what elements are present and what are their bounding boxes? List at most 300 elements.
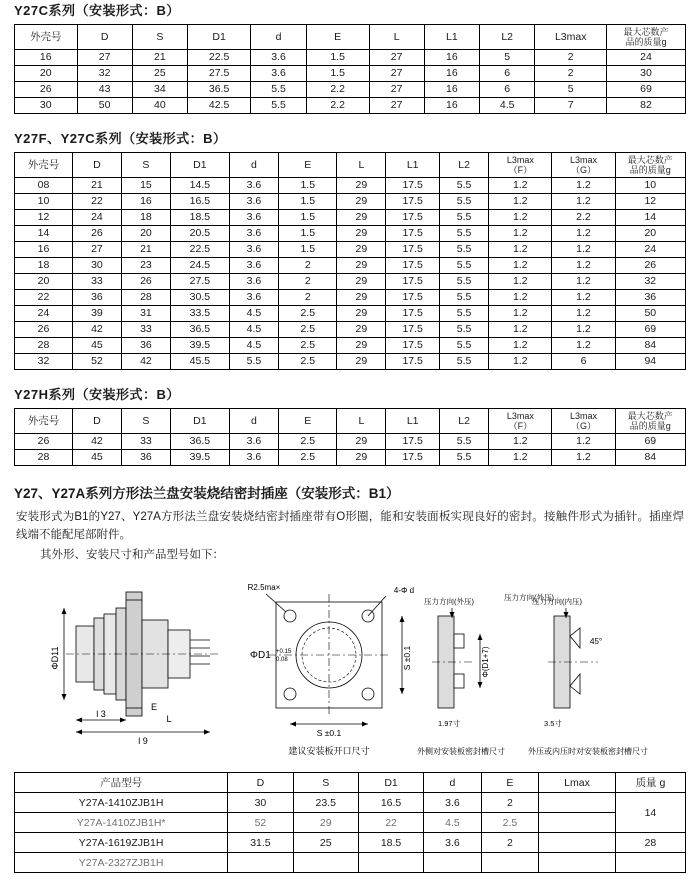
cell: 2.5 — [279, 322, 337, 338]
cell — [539, 853, 616, 873]
col-l3max-g: L3max （G） — [552, 153, 615, 178]
cell: 5.5 — [229, 354, 278, 370]
cell: 5.5 — [439, 338, 488, 354]
table-row — [15, 98, 686, 114]
col-l2: L2 — [439, 409, 488, 434]
cell: 1.5 — [279, 226, 337, 242]
cell-weight — [615, 853, 685, 873]
cell: 10 — [615, 178, 685, 194]
cell: 1.5 — [306, 66, 369, 82]
cell: 24 — [606, 50, 685, 66]
col-s: S — [132, 25, 187, 50]
svg-text:建议安装板开口尺寸: 建议安装板开口尺寸 — [288, 746, 370, 757]
cell: 17.5 — [386, 322, 440, 338]
cell: 5.5 — [439, 274, 488, 290]
cell: 17.5 — [386, 274, 440, 290]
cell: 32 — [15, 354, 73, 370]
cell: 18.5 — [358, 833, 423, 853]
cell-model: Y27A-1410ZJB1H — [15, 793, 228, 813]
cell: 21 — [121, 242, 170, 258]
col-e: E — [306, 25, 369, 50]
col-dd: d — [229, 153, 278, 178]
technical-drawing — [14, 574, 686, 764]
cell: 3.6 — [229, 450, 278, 466]
cell: 40 — [132, 98, 187, 114]
cell: 16.5 — [170, 194, 229, 210]
cell: 22 — [15, 290, 73, 306]
cell-weight: 28 — [615, 833, 685, 853]
col-weight: 质量 g — [615, 773, 685, 793]
cell: 33.5 — [170, 306, 229, 322]
table-row — [15, 290, 686, 306]
cell: 2.2 — [552, 210, 615, 226]
cell: 26 — [15, 322, 73, 338]
svg-text:压力方向(外压): 压力方向(外压) — [504, 593, 554, 603]
table-row — [15, 833, 686, 853]
table-row — [15, 226, 686, 242]
cell: 6 — [479, 82, 534, 98]
table-row — [15, 306, 686, 322]
cell: 17.5 — [386, 290, 440, 306]
cell: 1.2 — [552, 258, 615, 274]
svg-text:4-Φ d: 4-Φ d — [393, 586, 415, 596]
cell: 4.5 — [229, 338, 278, 354]
cell: 42.5 — [187, 98, 250, 114]
section-title: Y27H系列（安装形式：B） — [14, 387, 180, 402]
cell: 29 — [337, 178, 386, 194]
cell: 26 — [15, 82, 78, 98]
cell: 25 — [132, 66, 187, 82]
cell: 17.5 — [386, 258, 440, 274]
col-lmax: Lmax — [539, 773, 616, 793]
svg-text:3.5寸: 3.5寸 — [544, 719, 562, 729]
col-d1: D1 — [187, 25, 250, 50]
svg-text:压力方向(内压): 压力方向(内压) — [532, 597, 582, 607]
section-y27c — [0, 0, 700, 114]
cell: 28 — [15, 450, 73, 466]
cell: 36 — [121, 338, 170, 354]
cell: 2 — [279, 290, 337, 306]
col-d1: D1 — [170, 153, 229, 178]
col-d: D — [228, 773, 293, 793]
table-row — [15, 50, 686, 66]
section-title: Y27C系列（安装形式：B） — [14, 3, 180, 18]
cell: 14 — [615, 210, 685, 226]
article-paragraph-2: 其外形、安装尺寸和产品型号如下： — [40, 548, 224, 561]
spec-table-y27c — [14, 24, 686, 114]
cell: 17.5 — [386, 210, 440, 226]
cell: 3.6 — [229, 226, 278, 242]
col-dd: d — [424, 773, 481, 793]
cell: 32 — [77, 66, 132, 82]
cell: 2.5 — [481, 813, 538, 833]
cell: 36.5 — [170, 322, 229, 338]
cell — [539, 813, 616, 833]
cell: 17.5 — [386, 434, 440, 450]
cell: 50 — [615, 306, 685, 322]
article-paragraph-1: 安装形式为B1的Y27、Y27A方形法兰盘安装烧结密封插座带有O形圈，能和安装面板实现良好的密封。接触件形式为插针。插座焊线端不能配尾部附件。 — [16, 511, 684, 541]
cell: 34 — [132, 82, 187, 98]
cell: 14.5 — [170, 178, 229, 194]
cell: 3.6 — [424, 833, 481, 853]
cell: 12 — [15, 210, 73, 226]
spec-table-y27h — [14, 408, 686, 466]
cell: 30 — [72, 258, 121, 274]
cell: 29 — [337, 274, 386, 290]
cell: 24.5 — [170, 258, 229, 274]
cell: 5.5 — [439, 242, 488, 258]
cell: 30 — [606, 66, 685, 82]
cell: 29 — [337, 210, 386, 226]
cell: 29 — [337, 354, 386, 370]
cell: 84 — [615, 450, 685, 466]
cell: 45 — [72, 450, 121, 466]
svg-text:1.97寸: 1.97寸 — [438, 719, 461, 729]
cell: 3.6 — [229, 210, 278, 226]
cell — [358, 853, 423, 873]
cell: 4.5 — [479, 98, 534, 114]
cell: 29 — [337, 242, 386, 258]
cell: 1.5 — [279, 242, 337, 258]
cell: 17.5 — [386, 194, 440, 210]
svg-text:S ±0.1: S ±0.1 — [402, 646, 412, 671]
cell: 1.2 — [489, 338, 552, 354]
cell: 1.2 — [552, 434, 615, 450]
table-row — [15, 354, 686, 370]
cell: 16 — [15, 50, 78, 66]
cell: 24 — [15, 306, 73, 322]
cell: 39 — [72, 306, 121, 322]
cell: 31 — [121, 306, 170, 322]
cell: 22.5 — [187, 50, 250, 66]
cell: 84 — [615, 338, 685, 354]
cell: 3.6 — [229, 434, 278, 450]
cell: 43 — [77, 82, 132, 98]
cell: 23 — [121, 258, 170, 274]
table-header-row — [15, 153, 686, 178]
cell: 17.5 — [386, 338, 440, 354]
col-e: E — [481, 773, 538, 793]
table-row — [15, 82, 686, 98]
cell: 36 — [615, 290, 685, 306]
cell: 29 — [337, 290, 386, 306]
cell: 17.5 — [386, 354, 440, 370]
cell — [481, 853, 538, 873]
cell: 3.6 — [229, 178, 278, 194]
col-d: D — [72, 153, 121, 178]
cell: 14 — [15, 226, 73, 242]
table-row — [15, 194, 686, 210]
cell: 39.5 — [170, 450, 229, 466]
cell: 3.6 — [251, 66, 306, 82]
cell: 39.5 — [170, 338, 229, 354]
cell: 29 — [337, 226, 386, 242]
cell: 27 — [72, 242, 121, 258]
cell: 22.5 — [170, 242, 229, 258]
cell: 3.6 — [229, 258, 278, 274]
svg-text:Φ(D1+7): Φ(D1+7) — [481, 646, 490, 678]
cell-weight: 14 — [615, 793, 685, 833]
cell: 1.2 — [552, 194, 615, 210]
cell: 36 — [72, 290, 121, 306]
cell: 5.5 — [439, 322, 488, 338]
col-dd: d — [229, 409, 278, 434]
cell: 16 — [15, 242, 73, 258]
cell: 82 — [606, 98, 685, 114]
cell: 1.2 — [552, 306, 615, 322]
cell: 26 — [15, 434, 73, 450]
cell: 17.5 — [386, 306, 440, 322]
cell: 27 — [369, 50, 424, 66]
spec-table-y27f — [14, 152, 686, 370]
col-l: L — [337, 153, 386, 178]
cell: 1.5 — [279, 178, 337, 194]
cell: 1.2 — [489, 354, 552, 370]
cell: 2.2 — [306, 98, 369, 114]
svg-text:ΦD1: ΦD1 — [250, 650, 271, 662]
col-weight: 最大芯数产 品的质量g — [615, 409, 685, 434]
col-l1: L1 — [424, 25, 479, 50]
cell: 1.2 — [552, 226, 615, 242]
cell: 3.6 — [229, 274, 278, 290]
col-l1: L1 — [386, 409, 440, 434]
cell: 17.5 — [386, 242, 440, 258]
svg-text:l 3: l 3 — [96, 709, 106, 720]
cell: 28 — [121, 290, 170, 306]
cell: 29 — [337, 258, 386, 274]
svg-text:ΦD11: ΦD11 — [50, 646, 60, 670]
svg-text:R2.5ma×: R2.5ma× — [247, 583, 281, 593]
cell: 3.6 — [424, 793, 481, 813]
table-row — [15, 258, 686, 274]
cell: 1.2 — [489, 290, 552, 306]
cell: 27 — [77, 50, 132, 66]
cell: 45.5 — [170, 354, 229, 370]
cell: 1.2 — [489, 322, 552, 338]
cell: 42 — [72, 434, 121, 450]
cell: 29 — [337, 450, 386, 466]
cell: 25 — [293, 833, 358, 853]
col-s: S — [121, 409, 170, 434]
cell: 17.5 — [386, 178, 440, 194]
cell: 1.2 — [489, 274, 552, 290]
cell: 5 — [479, 50, 534, 66]
table-row — [15, 242, 686, 258]
cell: 4.5 — [424, 813, 481, 833]
table-row — [15, 210, 686, 226]
col-l3max: L3max — [535, 25, 607, 50]
cell: 29 — [337, 434, 386, 450]
table-header-row — [15, 773, 686, 793]
cell: 22 — [72, 194, 121, 210]
cell: 5.5 — [251, 82, 306, 98]
svg-text:l 9: l 9 — [138, 736, 148, 747]
cell: 5.5 — [439, 450, 488, 466]
table-row — [15, 434, 686, 450]
table-body — [15, 50, 686, 114]
cell: 16 — [121, 194, 170, 210]
cell: 36.5 — [170, 434, 229, 450]
cell: 18.5 — [170, 210, 229, 226]
cell — [293, 853, 358, 873]
cell: 17.5 — [386, 450, 440, 466]
cell: 08 — [15, 178, 73, 194]
cell: 30.5 — [170, 290, 229, 306]
cell-model: Y27A-1619ZJB1H — [15, 833, 228, 853]
cell: 69 — [615, 434, 685, 450]
cell: 5.5 — [251, 98, 306, 114]
cell: 26 — [72, 226, 121, 242]
cell: 5.5 — [439, 226, 488, 242]
cell: 5.5 — [439, 434, 488, 450]
cell: 50 — [77, 98, 132, 114]
cell: 26 — [615, 258, 685, 274]
cell: 4.5 — [229, 306, 278, 322]
cell: 29 — [337, 338, 386, 354]
cell: 5.5 — [439, 194, 488, 210]
cell: 1.2 — [552, 338, 615, 354]
svg-text:E: E — [150, 702, 158, 713]
cell: 22 — [358, 813, 423, 833]
col-d: D — [77, 25, 132, 50]
cell: 33 — [121, 322, 170, 338]
cell: 42 — [121, 354, 170, 370]
cell: 2 — [535, 50, 607, 66]
cell: 36 — [121, 450, 170, 466]
cell: 20 — [121, 226, 170, 242]
cell: 33 — [121, 434, 170, 450]
cell: 27 — [369, 66, 424, 82]
table-body — [15, 793, 686, 873]
cell: 16.5 — [358, 793, 423, 813]
col-l3max-f: L3max （F） — [489, 409, 552, 434]
section-y27f-y27c — [0, 128, 700, 370]
cell: 31.5 — [228, 833, 293, 853]
cell: 2.5 — [279, 338, 337, 354]
col-l3max-f: L3max （F） — [489, 153, 552, 178]
col-s: S — [293, 773, 358, 793]
cell: 1.2 — [552, 178, 615, 194]
cell: 33 — [72, 274, 121, 290]
cell — [539, 833, 616, 853]
col-shell: 外壳号 — [15, 409, 73, 434]
cell: 24 — [615, 242, 685, 258]
col-shell: 外壳号 — [15, 25, 78, 50]
table-row — [15, 338, 686, 354]
cell: 2 — [535, 66, 607, 82]
cell: 29 — [337, 322, 386, 338]
cell: 1.2 — [489, 306, 552, 322]
cell: 52 — [72, 354, 121, 370]
cell: 12 — [615, 194, 685, 210]
table-row — [15, 813, 686, 833]
cell — [228, 853, 293, 873]
cell: 16 — [424, 50, 479, 66]
cell: 1.2 — [552, 274, 615, 290]
cell: 1.2 — [552, 450, 615, 466]
cell: 6 — [552, 354, 615, 370]
cell: 4.5 — [229, 322, 278, 338]
col-d: D — [72, 409, 121, 434]
cell: 2.5 — [279, 434, 337, 450]
cell: 5 — [535, 82, 607, 98]
col-l: L — [369, 25, 424, 50]
cell: 2.5 — [279, 306, 337, 322]
col-dd: d — [251, 25, 306, 50]
cell — [424, 853, 481, 873]
col-model: 产品型号 — [15, 773, 228, 793]
cell: 94 — [615, 354, 685, 370]
cell: 29 — [337, 194, 386, 210]
model-table — [14, 772, 686, 873]
cell: 27.5 — [170, 274, 229, 290]
cell: 5.5 — [439, 354, 488, 370]
table-row — [15, 793, 686, 813]
cell: 32 — [615, 274, 685, 290]
cell: 27 — [369, 82, 424, 98]
cell: 27.5 — [187, 66, 250, 82]
cell: 52 — [228, 813, 293, 833]
cell: 2 — [481, 793, 538, 813]
cell: 26 — [121, 274, 170, 290]
cell: 17.5 — [386, 226, 440, 242]
cell: 69 — [606, 82, 685, 98]
table-header-row — [15, 25, 686, 50]
cell: 18 — [121, 210, 170, 226]
cell: 5.5 — [439, 178, 488, 194]
cell: 1.2 — [552, 290, 615, 306]
col-e: E — [279, 409, 337, 434]
svg-text:外侧对安装板密封槽尺寸: 外侧对安装板密封槽尺寸 — [417, 747, 505, 757]
cell: 3.6 — [229, 194, 278, 210]
cell: 29 — [337, 306, 386, 322]
cell: 20.5 — [170, 226, 229, 242]
cell: 28 — [15, 338, 73, 354]
cell: 1.2 — [489, 434, 552, 450]
cell: 20 — [15, 66, 78, 82]
cell: 36.5 — [187, 82, 250, 98]
svg-text:L: L — [166, 714, 172, 725]
cell: 5.5 — [439, 210, 488, 226]
cell: 16 — [424, 98, 479, 114]
cell: 3.6 — [229, 290, 278, 306]
section-title: Y27F、Y27C系列（安装形式：B） — [14, 131, 227, 146]
cell: 16 — [424, 66, 479, 82]
article-heading: Y27、Y27A系列方形法兰盘安装烧结密封插座（安装形式：B1） — [14, 486, 400, 501]
cell: 2 — [279, 258, 337, 274]
col-l1: L1 — [386, 153, 440, 178]
table-row — [15, 274, 686, 290]
svg-text:+0.15: +0.15 — [276, 649, 292, 656]
cell: 10 — [15, 194, 73, 210]
cell: 30 — [15, 98, 78, 114]
cell: 1.2 — [489, 178, 552, 194]
cell: 1.2 — [489, 194, 552, 210]
col-d1: D1 — [358, 773, 423, 793]
cell-model: Y27A-1410ZJB1H* — [15, 813, 228, 833]
cell: 45 — [72, 338, 121, 354]
section-y27h — [0, 384, 700, 466]
cell: 21 — [132, 50, 187, 66]
cell: 1.2 — [489, 242, 552, 258]
col-weight: 最大芯数产 品的质量g — [615, 153, 685, 178]
col-l3max-g: L3max （G） — [552, 409, 615, 434]
col-s: S — [121, 153, 170, 178]
table-row — [15, 450, 686, 466]
col-l2: L2 — [439, 153, 488, 178]
cell: 42 — [72, 322, 121, 338]
svg-text:0.08: 0.08 — [276, 657, 288, 664]
